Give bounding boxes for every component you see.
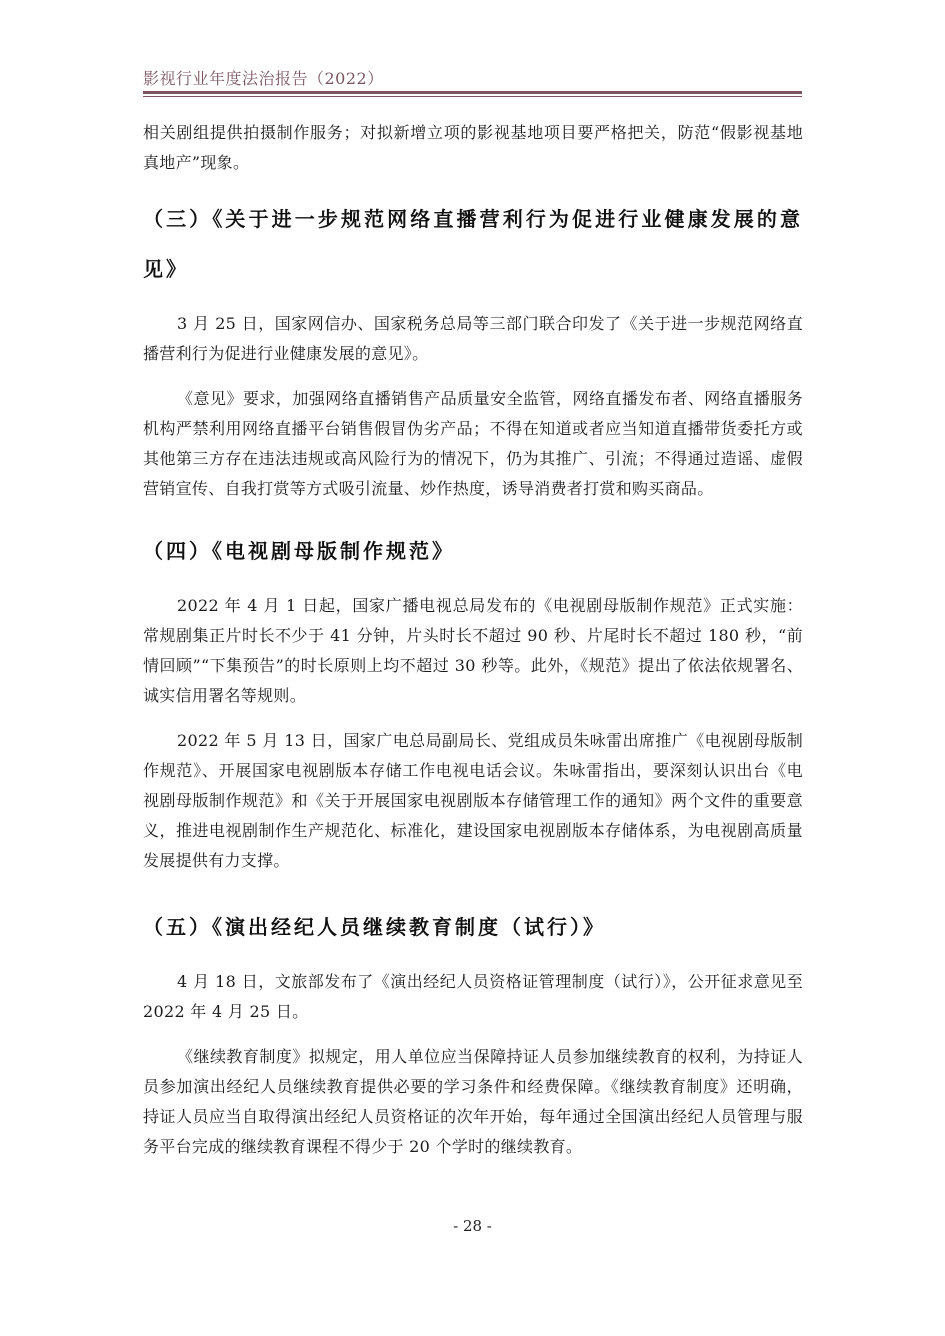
header-rule-thin bbox=[143, 96, 802, 97]
section-heading-4: （四）《电视剧母版制作规范》 bbox=[143, 539, 455, 563]
page-content bbox=[143, 118, 803, 1162]
page-number: - 28 - bbox=[453, 1217, 492, 1235]
section-heading-3: （三）《关于进一步规范网络直播营利行为促进行业健康发展的意见》 bbox=[143, 207, 803, 281]
intro-paragraph: 相关剧组提供拍摄制作服务；对拟新增立项的影视基地项目要严格把关，防范“假影视基地真地产”现象。 bbox=[143, 123, 803, 172]
section-5-paragraph-2: 《继续教育制度》拟规定，用人单位应当保障持证人员参加继续教育的权利，为持证人员参加演出经纪人员继续教育提供必要的学习条件和经费保障。《继续教育制度》还明确，持证人员应当自取得演出经纪人员资格证的次年开始，每年通过全国演出经纪人员管理与服务平台完成的继续教育课程不得少于 20 个学时的继续教育。 bbox=[143, 1047, 803, 1156]
running-header: 影视行业年度法治报告（2022） bbox=[143, 69, 384, 88]
section-5-paragraph-1: 4 月 18 日，文旅部发布了《演出经纪人员资格证管理制度（试行）》，公开征求意见至 2022 年 4 月 25 日。 bbox=[143, 972, 803, 1021]
section-3-paragraph-1: 3 月 25 日，国家网信办、国家税务总局等三部门联合印发了《关于进一步规范网络直播营利行为促进行业健康发展的意见》。 bbox=[143, 314, 803, 363]
section-4-paragraph-1: 2022 年 4 月 1 日起，国家广播电视总局发布的《电视剧母版制作规范》正式实施：常规剧集正片时长不少于 41 分钟，片头时长不超过 90 秒、片尾时长不超过 180 秒，“前情回顾”“下集预告”的时长原则上均不超过 30 秒等。此外，《规范》提出了依法依规署名、诚实信用署名等规则。 bbox=[143, 596, 803, 705]
header-rule bbox=[143, 91, 802, 94]
section-heading-5: （五）《演出经纪人员继续教育制度（试行）》 bbox=[143, 915, 606, 939]
section-3-paragraph-2: 《意见》要求，加强网络直播销售产品质量安全监管，网络直播发布者、网络直播服务机构严禁利用网络直播平台销售假冒伪劣产品；不得在知道或者应当知道直播带货委托方或其他第三方存在违法违规或高风险行为的情况下，仍为其推广、引流；不得通过造谣、虚假营销宣传、自我打赏等方式吸引流量、炒作热度，诱导消费者打赏和购买商品。 bbox=[143, 389, 803, 498]
section-4-paragraph-2: 2022 年 5 月 13 日，国家广电总局副局长、党组成员朱咏雷出席推广《电视剧母版制作规范》、开展国家电视剧版本存储工作电视电话会议。朱咏雷指出，要深刻认识出台《电视剧母版制作规范》和《关于开展国家电视剧版本存储管理工作的通知》两个文件的重要意义，推进电视剧制作生产规范化、标准化，建设国家电视剧版本存储体系，为电视剧高质量发展提供有力支撑。 bbox=[143, 731, 803, 870]
